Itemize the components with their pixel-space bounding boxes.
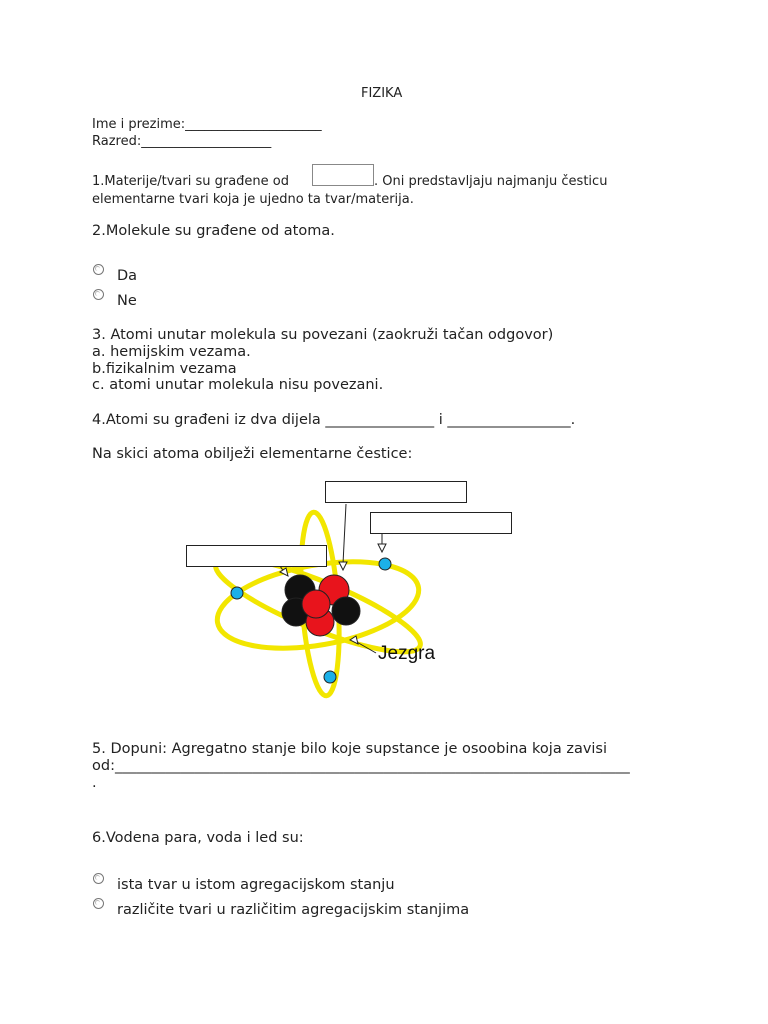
name-field-line[interactable]: Ime i prezime:_____________________	[92, 117, 322, 132]
atom-diagram	[100, 468, 570, 720]
class-field-line[interactable]: Razred:____________________	[92, 134, 272, 149]
q3-question: 3. Atomi unutar molekula su povezani (zaokruži tačan odgovor)	[92, 327, 554, 343]
q3-option-b[interactable]: b.fizikalnim vezama	[92, 361, 237, 377]
nucleus-label: Jezgra	[378, 643, 436, 664]
label-box-right[interactable]	[370, 512, 512, 534]
q1-text-end: . Oni predstavljaju najmanju česticu	[374, 174, 608, 189]
q5-line1: 5. Dopuni: Agregatno stanje bilo koje supstance je osoobina koja zavisi	[92, 741, 608, 757]
q5-line3: .	[92, 775, 97, 791]
q6-option-2: različite tvari u različitim agregacijskim stanjima	[117, 902, 470, 918]
electron-particle	[324, 671, 336, 683]
q4-question: 4.Atomi su građeni iz dva dijela _______________ i _________________.	[92, 412, 576, 428]
q2-radio-ne[interactable]	[93, 289, 104, 300]
q2-radio-da[interactable]	[93, 264, 104, 275]
sketch-instruction: Na skici atoma obilježi elementarne čestice:	[92, 446, 413, 462]
q3-option-a[interactable]: a. hemijskim vezama.	[92, 344, 251, 360]
page-title: FIZIKA	[361, 86, 403, 101]
q1-text-line2: elementarne tvari koja je ujedno ta tvar/materija.	[92, 192, 414, 207]
proton-particle	[302, 590, 330, 618]
q6-radio-2[interactable]	[93, 898, 104, 909]
neutron-particle	[332, 597, 360, 625]
q1-answer-box[interactable]	[312, 164, 374, 186]
label-box-left[interactable]	[186, 545, 327, 567]
label-box-top[interactable]	[325, 481, 467, 503]
q2-option-da: Da	[117, 268, 138, 284]
q1-text-start: 1.Materije/tvari su građene od	[92, 174, 290, 189]
q2-question: 2.Molekule su građene od atoma.	[92, 223, 335, 239]
q6-question: 6.Vodena para, voda i led su:	[92, 830, 304, 846]
q6-option-1: ista tvar u istom agregacijskom stanju	[117, 877, 395, 893]
q3-option-c[interactable]: c. atomi unutar molekula nisu povezani.	[92, 377, 384, 393]
electron-particle	[379, 558, 391, 570]
q5-answer-line[interactable]: od:_______________________________________________________________________	[92, 758, 630, 774]
q6-radio-1[interactable]	[93, 873, 104, 884]
q2-option-ne: Ne	[117, 293, 137, 309]
electron-particle	[231, 587, 243, 599]
